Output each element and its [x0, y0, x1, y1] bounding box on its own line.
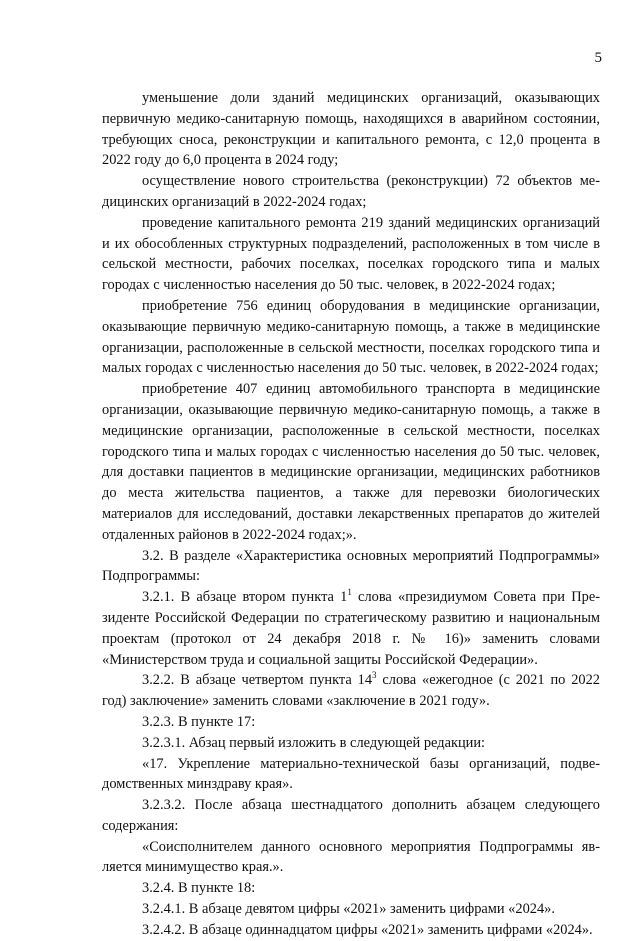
paragraph-3-2-2-text-before: 3.2.2. В абзаце четвертом пункта 14 — [142, 672, 373, 689]
paragraph-3-2-2-superscript: 3 — [372, 670, 377, 681]
paragraph-3-2-3: 3.2.3. В пункте 17: — [142, 713, 256, 730]
paragraph-3-2-4-1: 3.2.4.1. В абзаце девятом цифры «2021» заменить цифрами «2024». — [142, 901, 555, 918]
paragraph-3-2-1-superscript: 1 — [347, 587, 352, 598]
paragraph-3-2-2 — [102, 670, 600, 712]
paragraph-equipment-purchase: приобретение 756 единиц оборудования в медицинские организации, оказывающие первичную медико-санитарную помощь, а также в медицинские организации, расположенные в сельской местности, поселках городского типа и малых городах с численностью населения до 50 тыс. человек, в 2022-2024 годах; — [102, 297, 600, 377]
document-body — [102, 88, 600, 941]
page-number: 5 — [594, 50, 602, 66]
paragraph-3-2-2-text-after: слова «ежегодное (с 2021 по 2022 год) заключение» заменить словами «заключение в 2021 году». — [102, 672, 600, 710]
paragraph-3-2-4-2: 3.2.4.2. В абзаце одиннадцатом цифры «2021» заменить цифрами «2024». — [142, 921, 593, 938]
paragraph-item-17-text: «17. Укрепление материально-технической базы организаций, подведомственных минздраву края». — [102, 755, 600, 793]
paragraph-new-construction: осуществление нового строительства (реконструкции) 72 объектов медицинских организаций в 2022-2024 годах; — [102, 173, 600, 210]
paragraph-capital-repair: проведение капитального ремонта 219 зданий медицинских организаций и их обособленных структурных подразделений, расположенных в том числе в сельской местности, рабочих поселках, поселках городского типа и малых городах с численностью населения до 50 тыс. человек, в 2022-2024 годах; — [102, 214, 600, 294]
paragraph-3-2-1-text-before: 3.2.1. В абзаце втором пункта 1 — [142, 589, 348, 606]
paragraph-bed-reduction: уменьшение доли зданий медицинских организаций, оказывающих первичную медико-санитарную помощь, находящихся в аварийном состоянии, требующих сноса, реконструкции и капитального ремонта, с 12,0 процента в 2022 году до 6,0 процента в 2024 году; — [102, 90, 600, 169]
paragraph-vehicle-purchase: приобретение 407 единиц автомобильного транспорта в медицинские организации, оказывающие первичную медико-санитарную помощь, а также в медицинские организации, расположенные в сельской местности, поселках городского типа и малых городах с численностью населения до 50 тыс. человек, для доставки пациентов в медицинские организации, медицинских работников до места жительства пациентов, а также для перевозки биологических материалов для исследований, доставки лекарственных препаратов до жителей отдаленных районов в 2022-2024 годах;». — [102, 381, 600, 543]
paragraph-3-2-1-text-after: слова «президиумом Совета при Президенте Российской Федерации по стратегическому развитию и национальным проектам (протокол от 24 декабря 2018 г. № 16)» заменить словами «Министерством труда и социальной защиты Российской Федерации». — [102, 589, 600, 668]
paragraph-3-2-3-1: 3.2.3.1. Абзац первый изложить в следующей редакции: — [142, 734, 486, 751]
paragraph-3-2-3-2: 3.2.3.2. После абзаца шестнадцатого дополнить абзацем следующего содержания: — [102, 797, 600, 834]
paragraph-co-executor: «Соисполнителем данного основного мероприятия Подпрограммы является минимущество края.». — [102, 838, 600, 876]
paragraph-3-2-1 — [102, 587, 600, 670]
paragraph-3-2-4: 3.2.4. В пункте 18: — [142, 880, 256, 897]
paragraph-section-3-2: 3.2. В разделе «Характеристика основных мероприятий Подпрограммы» Подпрограммы: — [102, 547, 600, 585]
